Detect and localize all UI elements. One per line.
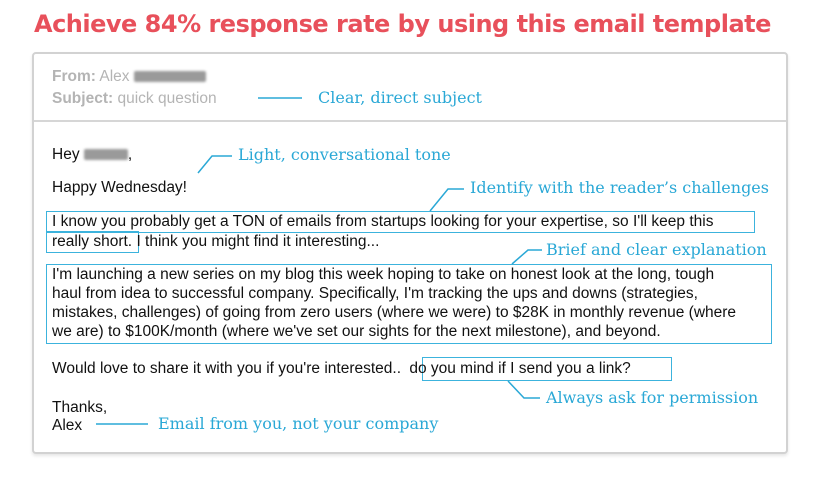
annotation-challenges: Identify with the reader’s challenges <box>470 178 769 197</box>
body-line-4: we are) to $100K/month (where we've set our sights for the next milestone), and beyond. <box>52 323 661 340</box>
annotation-from-you: Email from you, not your company <box>158 414 439 433</box>
connector-explanation <box>512 250 542 264</box>
connector-permission <box>508 381 540 398</box>
body-line-2: haul from idea to successful company. Specifically, I'm tracking the ups and downs (strategies, <box>52 285 698 302</box>
subject-label: Subject: <box>52 90 114 107</box>
annotation-explanation: Brief and clear explanation <box>546 240 767 259</box>
body-line-1: I'm launching a new series on my blog this week hoping to take on honest look at the long, tough <box>52 266 715 283</box>
intro-interesting: I think you might find it interesting... <box>136 233 380 250</box>
signature: Alex <box>52 417 83 434</box>
ask-permission: do you mind if I send you a link? <box>409 360 631 377</box>
from-value: Alex <box>99 68 130 85</box>
greeting: Hey <box>52 146 80 163</box>
subject-value: quick question <box>117 90 217 107</box>
body-line-3: mistakes, challenges) of going from zero users (where we were) to $28K in monthly revenue (where <box>52 304 737 321</box>
signoff: Thanks, <box>52 399 108 416</box>
from-label: From: <box>52 68 96 85</box>
headline: Achieve 84% response rate by using this email template <box>34 10 771 38</box>
annotation-permission: Always ask for permission <box>546 388 759 407</box>
annotation-subject: Clear, direct subject <box>318 88 482 107</box>
ask-interest: Would love to share it with you if you're interested.. <box>52 360 402 377</box>
connector-challenges <box>430 189 464 211</box>
intro-line-1: I know you probably get a TON of emails from startups looking for your expertise, so I'll keep this <box>52 213 714 230</box>
greeting-line: Hey , <box>52 146 133 163</box>
annotation-tone: Light, conversational tone <box>238 145 451 164</box>
day-line: Happy Wednesday! <box>52 179 187 196</box>
intro-short: really short. <box>52 233 133 250</box>
connector-tone <box>198 156 232 173</box>
